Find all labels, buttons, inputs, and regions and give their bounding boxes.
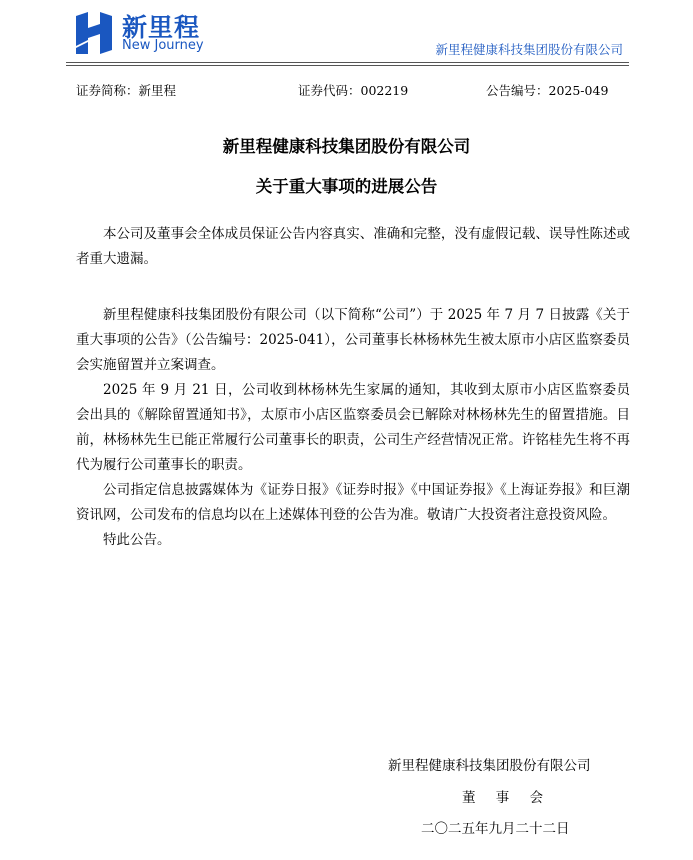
body-paragraph: 新里程健康科技集团股份有限公司（以下简称“公司”）于 2025 年 7 月 7 日披露《关于重大事项的公告》（公告编号：2025-041），公司董事长林杨林先生被太原市小店区监察委员会实施留置并立案调查。 [76, 307, 630, 373]
brand-name-en: New Journey [122, 38, 204, 53]
announcement-number: 公告编号：2025-049 [486, 83, 609, 98]
body-paragraph: 特此公告。 [103, 532, 171, 548]
document-title-company: 新里程健康科技集团股份有限公司 [222, 137, 471, 156]
signature-date: 二〇二五年九月二十二日 [421, 821, 570, 837]
body-paragraph: 公司指定信息披露媒体为《证券日报》《证券时报》《中国证券报》《上海证券报》和巨潮资讯网，公司发布的信息均以在上述媒体刊登的公告为准。敬请广大投资者注意投资风险。 [76, 482, 630, 523]
new-journey-logo-icon [72, 10, 116, 56]
header-company-name: 新里程健康科技集团股份有限公司 [435, 42, 623, 57]
header-rule [66, 65, 629, 66]
body-paragraph: 本公司及董事会全体成员保证公告内容真实、准确和完整，没有虚假记载、误导性陈述或者重大遗漏。 [76, 226, 630, 267]
body-paragraph: 2025 年 9 月 21 日，公司收到林杨林先生家属的通知，其收到太原市小店区监察委员会出具的《解除留置通知书》，太原市小店区监察委员会已解除对林杨林先生的留置措施。目前，林杨林先生已能正常履行公司董事长的职责，公司生产经营情况正常。许铭桂先生将不再代为履行公司董事长的职责。 [76, 382, 630, 473]
signature-board: 董 事 会 [462, 790, 552, 806]
document-title: 关于重大事项的进展公告 [255, 177, 438, 196]
brand-name-cn: 新里程 [122, 13, 201, 42]
header-rule [66, 62, 629, 63]
page-header [0, 0, 693, 66]
securities-code: 证券代码：002219 [298, 83, 409, 98]
signature-company: 新里程健康科技集团股份有限公司 [388, 758, 591, 774]
securities-short-name: 证券简称：新里程 [76, 83, 177, 98]
document-body [76, 222, 630, 553]
